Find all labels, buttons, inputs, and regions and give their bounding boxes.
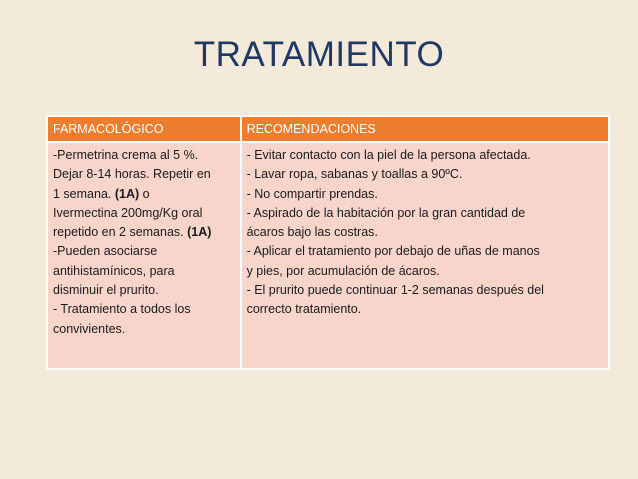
recommendations-cell — [241, 142, 609, 369]
pharma-line: antihistamínicos, para — [53, 263, 175, 278]
header-recommendations: RECOMENDACIONES — [241, 116, 609, 142]
recommendation-line: ácaros bajo las costras. — [246, 225, 378, 240]
pharma-line: -Permetrina crema al 5 %. — [53, 148, 199, 162]
pharma-line: -Pueden asociarse — [53, 244, 158, 259]
pharma-text: 1 semana. — [53, 186, 115, 201]
pharma-line: convivientes. — [53, 321, 126, 336]
pharma-line: Ivermectina 200mg/Kg oral — [53, 205, 203, 220]
recommendation-line: - Aplicar el tratamiento por debajo de uñas de manos — [246, 244, 540, 259]
header-pharmacological: FARMACOLÓGICO — [47, 116, 241, 142]
table-row — [47, 142, 609, 369]
pharma-line — [53, 223, 235, 242]
recommendation-line: - El prurito puede continuar 1-2 semanas después del — [246, 283, 544, 298]
pharma-line — [53, 185, 235, 204]
recommendation-line: - Lavar ropa, sabanas y toallas a 90ºC. — [246, 167, 463, 182]
pharma-text: repetido en 2 semanas. — [53, 225, 188, 240]
recommendation-line: - Aspirado de la habitación por la gran cantidad de — [246, 205, 526, 220]
slide-title: TRATAMIENTO — [193, 35, 445, 74]
recommendation-line: y pies, por acumulación de ácaros. — [246, 263, 440, 278]
pharma-line: Dejar 8-14 horas. Repetir en — [53, 167, 211, 182]
pharma-line: - Tratamiento a todos los — [53, 302, 191, 317]
evidence-level: (1A) — [187, 225, 212, 240]
table-header-row — [47, 116, 609, 142]
recommendation-line: - Evitar contacto con la piel de la persona afectada. — [246, 148, 531, 162]
pharma-line: disminuir el prurito. — [53, 283, 159, 298]
evidence-level: (1A) — [114, 186, 140, 201]
pharmacological-cell — [47, 142, 241, 369]
pharma-text: o — [139, 186, 150, 201]
treatment-table — [46, 115, 610, 370]
recommendation-line: correcto tratamiento. — [246, 302, 362, 317]
recommendation-line: - No compartir prendas. — [246, 186, 378, 201]
